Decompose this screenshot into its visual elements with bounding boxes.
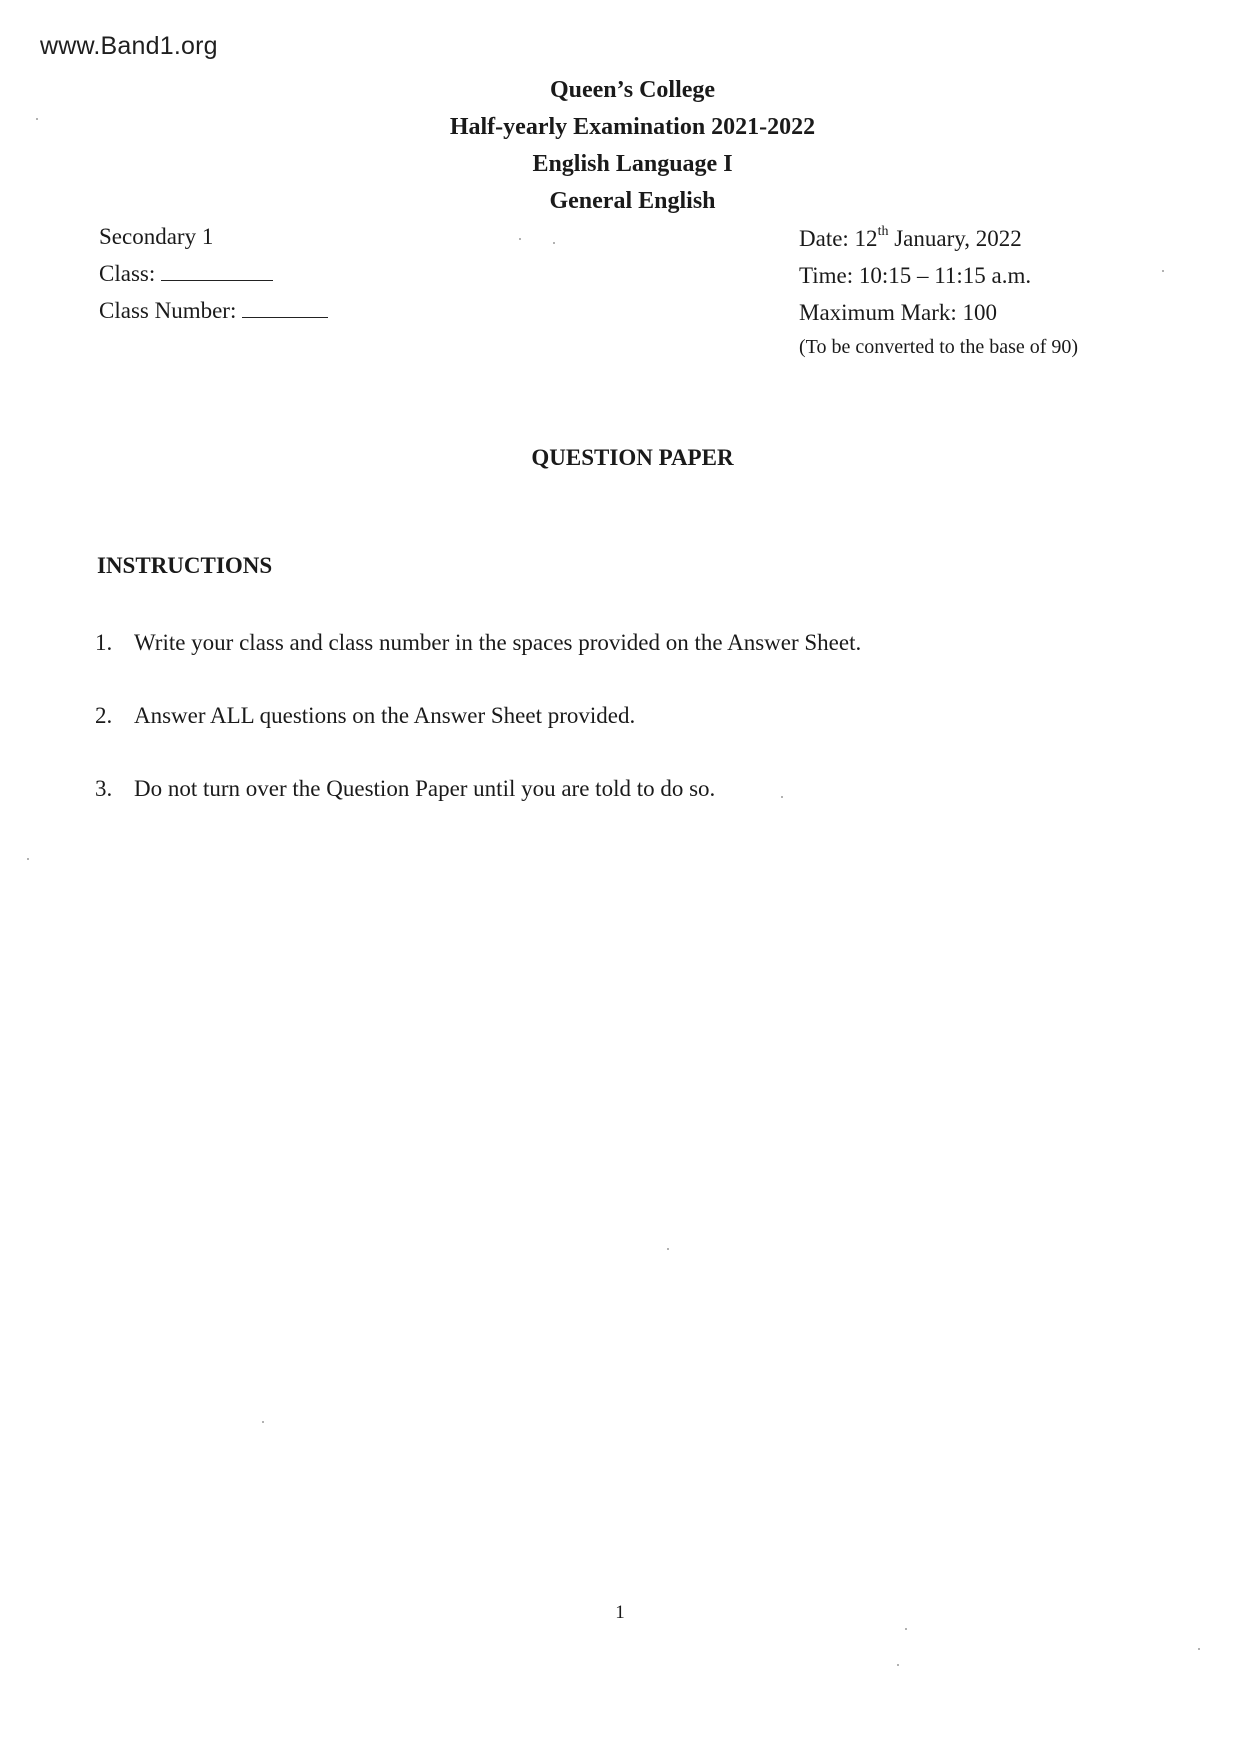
instruction-number: 3. bbox=[95, 776, 113, 801]
scan-speck bbox=[36, 118, 38, 120]
level-label: Secondary 1 bbox=[99, 224, 214, 249]
scan-speck bbox=[781, 796, 783, 798]
conversion-note: (To be converted to the base of 90) bbox=[799, 336, 1079, 358]
date-rest: January, 2022 bbox=[888, 226, 1022, 251]
scan-speck bbox=[1198, 1648, 1200, 1650]
instructions-heading: INSTRUCTIONS bbox=[97, 553, 273, 578]
scan-speck bbox=[553, 242, 555, 244]
watermark-url: www.Band1.org bbox=[40, 32, 218, 60]
exam-time: Time: 10:15 – 11:15 a.m. bbox=[799, 263, 1032, 288]
paper-name: General English bbox=[549, 188, 716, 214]
exam-date bbox=[799, 220, 1078, 257]
exam-header bbox=[0, 72, 1240, 220]
scan-speck bbox=[905, 1628, 907, 1630]
scan-speck bbox=[262, 1421, 264, 1423]
page-number: 1 bbox=[615, 1602, 625, 1623]
instruction-number: 1. bbox=[95, 630, 113, 655]
instructions-list bbox=[95, 630, 861, 849]
instruction-text: Write your class and class number in the spaces provided on the Answer Sheet. bbox=[134, 630, 862, 655]
class-blank-line bbox=[161, 262, 273, 281]
class-label: Class: bbox=[99, 261, 156, 286]
scan-speck bbox=[27, 858, 29, 860]
exam-details bbox=[799, 220, 1078, 363]
scan-speck bbox=[897, 1664, 899, 1666]
student-info bbox=[99, 218, 328, 329]
class-row bbox=[99, 255, 328, 292]
scan-speck bbox=[667, 1248, 669, 1250]
maximum-mark: Maximum Mark: 100 bbox=[799, 300, 998, 325]
instruction-text: Do not turn over the Question Paper until you are told to do so. bbox=[134, 776, 716, 801]
class-number-row bbox=[99, 292, 328, 329]
instruction-item bbox=[95, 776, 861, 849]
school-name: Queen’s College bbox=[549, 77, 716, 103]
instruction-item bbox=[95, 703, 861, 776]
instruction-item bbox=[95, 630, 861, 703]
instruction-text: Answer ALL questions on the Answer Sheet provided. bbox=[134, 703, 636, 728]
class-number-blank-line bbox=[242, 299, 328, 318]
exam-name: Half-yearly Examination 2021-2022 bbox=[449, 114, 816, 140]
class-number-label: Class Number: bbox=[99, 298, 237, 323]
date-prefix: Date: 12 bbox=[799, 226, 878, 251]
question-paper-title: QUESTION PAPER bbox=[531, 445, 734, 470]
scan-speck bbox=[1162, 270, 1164, 272]
date-ordinal-suffix: th bbox=[877, 224, 889, 240]
subject-name: English Language I bbox=[532, 151, 733, 177]
instruction-number: 2. bbox=[95, 703, 113, 728]
scan-speck bbox=[519, 238, 521, 240]
